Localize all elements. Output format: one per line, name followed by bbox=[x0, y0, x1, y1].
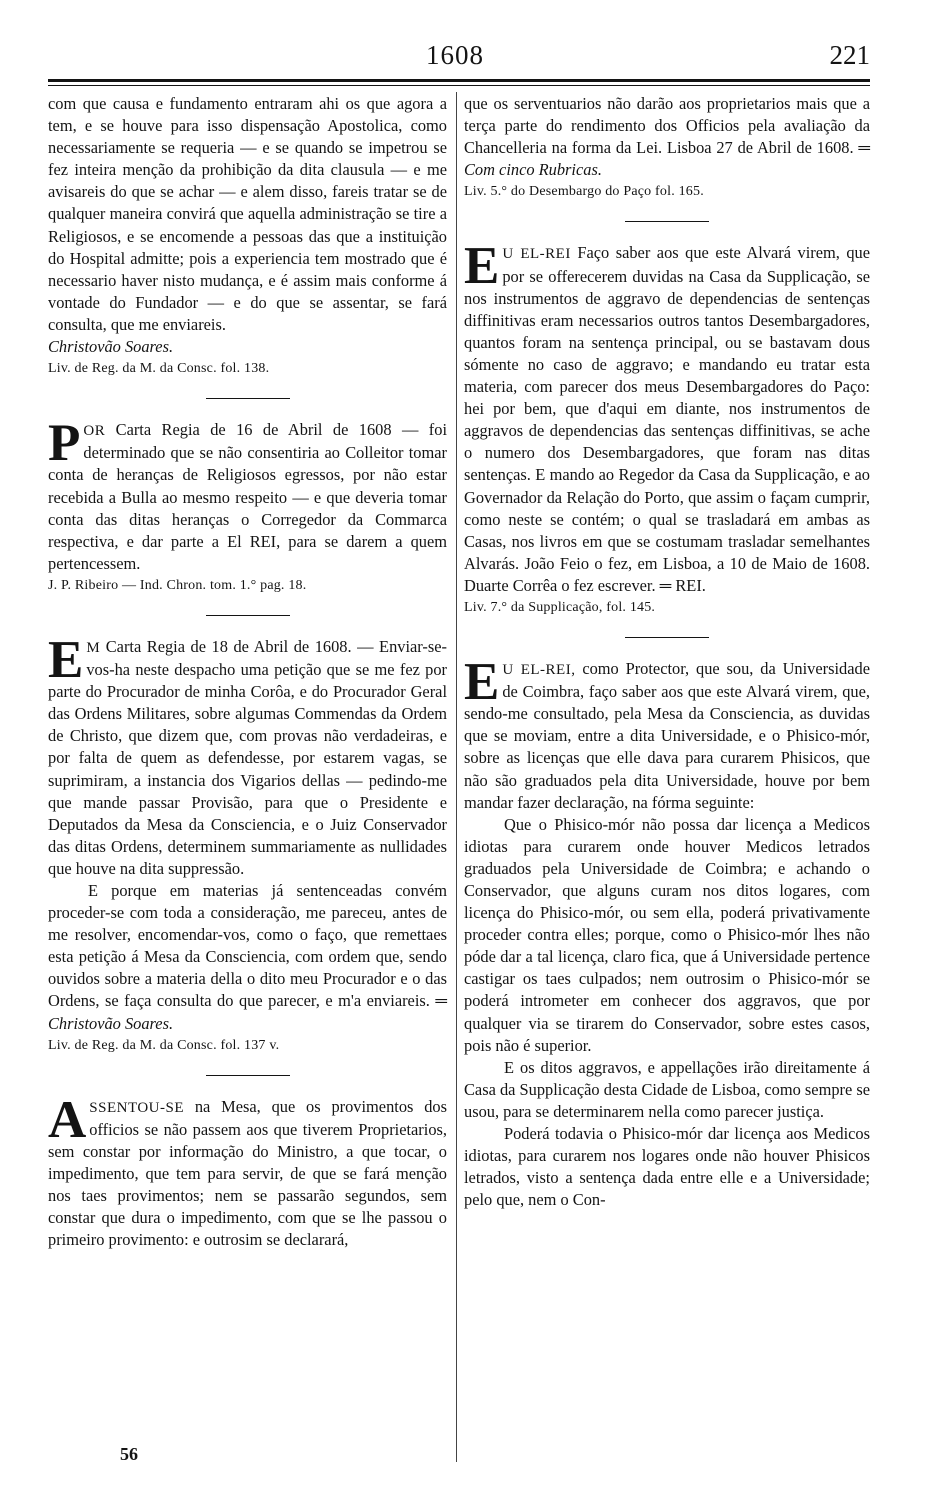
drop-cap: P bbox=[48, 414, 81, 473]
source-reference: Liv. de Reg. da M. da Consc. fol. 137 v. bbox=[48, 1037, 280, 1053]
entry-text: Carta Regia de 16 de Abril de 1608 — foi determinado que se não consentiria ao Colleitor tomar conta de heranças de Religiosos egressos, por não estar recebida a Bulla ao mesmo respeito — e que deveria tomar conta das ditas heranças o Corregedor da Commarca respectiva, e dar parte a El REI, para se darem a quem pertencessem. bbox=[48, 420, 447, 573]
drop-cap: E bbox=[464, 653, 500, 712]
rubric-note: Com cinco Rubricas. bbox=[464, 160, 602, 180]
entry-carta-regia-18-abril bbox=[48, 630, 447, 880]
right-column bbox=[464, 93, 870, 1211]
lead-word: U EL-REI, bbox=[502, 662, 576, 679]
header-rule-thin bbox=[48, 85, 870, 86]
header-year: 1608 bbox=[426, 40, 484, 70]
drop-cap: E bbox=[48, 630, 84, 689]
source-reference: Liv. 7.° da Supplicação, fol. 145. bbox=[464, 599, 656, 615]
section-separator bbox=[206, 1075, 290, 1076]
page-header bbox=[40, 40, 870, 70]
continuation-paragraph: com que causa e fundamento entraram ahi os que agora a tem, e se houve para isso dispensação Apostolica, como necessariamente se requeria — e se quando se impetrou se fez inteira menção da prohibição da dita clausula — e me avisareis do que se achar — e alem disso, fareis tratar se de qualquer maneira convirá que aquella administração se tire a Religiosos, e se encomende a pessoas das que a instituição do Hospital admitte; pois a experiencia tem mostrado que é necessario haver nisto mudança, e é assim mais conforme á vontade do Fundador — e do que se assentar, se fará consulta, que me enviareis. bbox=[48, 94, 447, 334]
lead-word: U EL-REI bbox=[502, 246, 571, 263]
lead-word: SSENTOU-SE bbox=[89, 1099, 185, 1116]
entry-text: Carta Regia de 18 de Abril de 1608. — Enviar-se-vos-ha neste despacho uma petição que se me fez por parte do Procurador de minha Corôa, e do Procurador Geral das Ordens Militares, sobre algumas Commendas da Ordem de Christo, que dizem que, com provas não verdadeiras, e por falta de quem as defendesse, por estarem vagas, se suprimiram, a instancia dos Vigarios dellas — pedindo-me que mande passar Provisão, para que o Presidente e Deputados da Mesa da Consciencia, e o Juiz Conservador das ditas Ordens, determinem summariamente as nullidades que houve na dita suppressão. bbox=[48, 636, 447, 878]
entry-carta-regia-16-abril bbox=[48, 414, 447, 575]
section-separator bbox=[625, 637, 709, 638]
page-number: 221 bbox=[829, 40, 870, 70]
lead-word: M bbox=[86, 639, 101, 656]
entry-text: Faço saber aos que este Alvará virem, que por se offerecerem duvidas na Casa da Supplicação, se nos instrumentos de aggravo de dependencias de sentenças diffinitivas eram necessarios outros tantos Desembargadores, quantos foram na sentença principal, ou se bastavam dous sómente no caso de aggravo; e mandando eu tratar esta materia, com parecer dos meus Desembargadores do Paço: hei por bem, que d'aqui em diante, nos instrumentos de aggravos de dependencias das sentenças diffinitivas, se ache o numero dos Desembargadores, que foram nas ditas sentenças. E mando ao Regedor da Casa da Supplicação, e ao Governador da Relação do Porto, que assim o façam cumprir, como neste se contém; o qual se trasladará em ambas as Casas, nos livros em que se costumam trasladar semelhantes Alvarás. João Feio o fez, em Lisboa, a 10 de Maio de 1608. Duarte Corrêa o fez escrever. ═ REI. bbox=[464, 243, 870, 595]
source-reference: Liv. 5.° do Desembargo do Paço fol. 165. bbox=[464, 184, 704, 200]
continuation-paragraph bbox=[464, 93, 870, 181]
entry-alvara-universidade bbox=[464, 653, 870, 814]
entry-alvara-supplicacao bbox=[464, 237, 870, 597]
entry-text: na Mesa, que os provimentos dos officios se não passem aos que tiverem Proprietarios, sem constar por informação do Ministro, a que tocar, o impedimento, que tem para servir, de que se fará menção nos taes provimentos; nem se passarão segundos, sem constar que dura o impedimento, com que se lhe passou o primeiro provimento: e outrosim se declarará, bbox=[48, 1096, 447, 1250]
entry-text: como Protector, que sou, da Universidade de Coimbra, faço saber aos que este Alvará virem, que, sendo-me consultado, pela Mesa da Consciencia, as duvidas que se moviam, entre a dita Universidade, e o Phisico-mór, sobre as licenças que elle dava para curarem Phisicos, que não são graduados pela dita Universidade, houve por bem mandar fazer declaração, na fórma seguinte: bbox=[464, 659, 870, 812]
left-column bbox=[48, 93, 447, 1251]
entry-paragraph: Que o Phisico-mór não possa dar licença a Medicos idiotas para curarem onde houver Medicos letrados graduados pela Universidade de Coimbra; e achando o Conservador, que alguns curam nos ditos logares, com licença do Phisico-mór, ou sem ella, poderá privativamente proceder contra elles; porque, como o Phisico-mór lhes não póde dar a tal licença, claro fica, que á Universidade pertence castigar os taes culpados; nem outrosim o Phisico-mór se poderá intrometer em conhecer dos aggravos, que por qualquer via se tirarem do Conservador, sobre estes casos, pois não é superior. bbox=[464, 814, 870, 1055]
signature-mark: 56 bbox=[120, 1444, 138, 1464]
source-reference: Liv. de Reg. da M. da Consc. fol. 138. bbox=[48, 361, 270, 377]
section-separator bbox=[206, 615, 290, 616]
drop-cap: E bbox=[464, 237, 500, 296]
entry-paragraph bbox=[48, 880, 447, 1035]
entry-text: E porque em materias já sentenceadas convém proceder-se com toda a consideração, me pareceu, antes de me resolver, encomendar-vos, como o faço, que remettaes esta petição á Mesa da Consciencia, com ordem que, sendo ouvidos sobre a materia della o dito meu Procurador e o das Ordens, se faça consulta do que parecer, e m'a enviareis. ═ bbox=[48, 881, 447, 1011]
signature: Christovão Soares. bbox=[48, 1013, 174, 1033]
header-rule-thick bbox=[48, 79, 870, 82]
section-separator bbox=[206, 398, 290, 399]
entry-assentou-se bbox=[48, 1090, 447, 1252]
source-reference: J. P. Ribeiro — Ind. Chron. tom. 1.° pag. 18. bbox=[48, 577, 307, 593]
lead-word: OR bbox=[83, 423, 106, 440]
signature: Christovão Soares. bbox=[48, 337, 174, 357]
entry-text: que os serventuarios não darão aos proprietarios mais que a terça parte do rendimento dos Officios pela avaliação da Chancelleria na forma da Lei. Lisboa 27 de Abril de 1608. ═ bbox=[464, 94, 870, 158]
drop-cap: A bbox=[48, 1090, 87, 1149]
section-separator bbox=[625, 221, 709, 222]
column-divider bbox=[456, 92, 457, 1462]
entry-paragraph: Poderá todavia o Phisico-mór dar licença aos Medicos idiotas, para curarem nos logares onde não houver Phisicos letrados, visto a sentença dada entre elle e a Universidade; pelo que, nem o Con- bbox=[464, 1124, 870, 1210]
entry-paragraph: E os ditos aggravos, e appellações irão direitamente á Casa da Supplicação desta Cidade de Lisboa, como sempre se usou, para se determinarem nella como parecer justiça. bbox=[464, 1057, 870, 1121]
